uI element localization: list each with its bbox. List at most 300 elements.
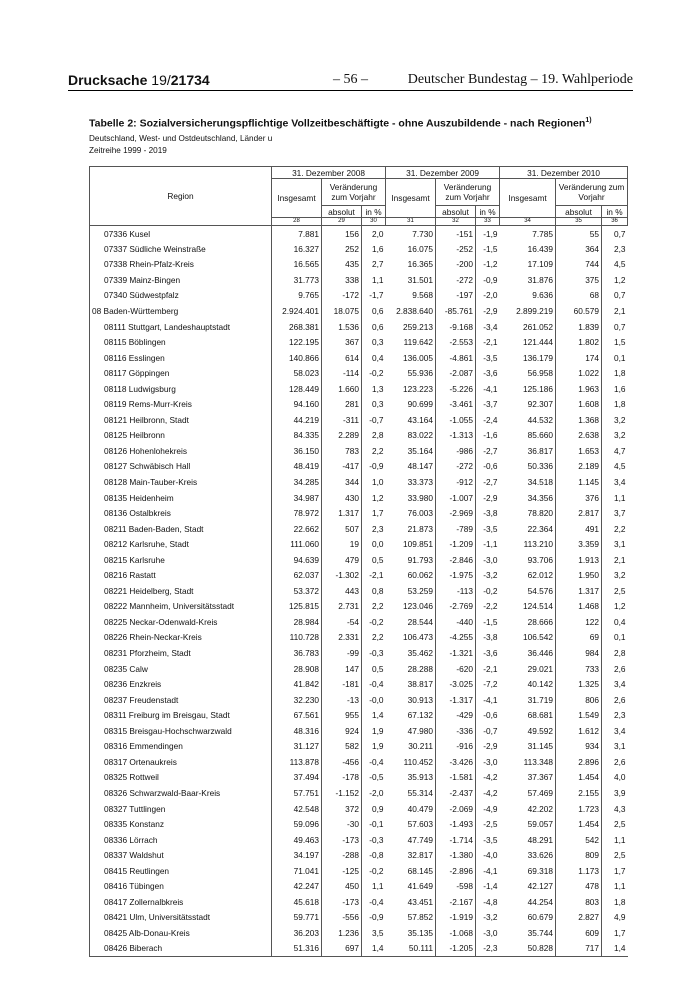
value-cell: 92.307 (500, 397, 556, 413)
value-cell: 252 (322, 241, 362, 257)
value-cell: 1.660 (322, 381, 362, 397)
value-cell: -1.581 (436, 770, 476, 786)
value-cell: 479 (322, 552, 362, 568)
value-cell: 0,3 (371, 337, 384, 348)
table-row (90, 614, 628, 630)
value-cell: 147 (322, 661, 362, 677)
value-cell: 259.213 (386, 319, 436, 335)
value-cell: -0,3 (369, 648, 384, 659)
value-cell: -1.714 (436, 832, 476, 848)
value-cell: 93.706 (500, 552, 556, 568)
value-cell: 16.565 (272, 257, 322, 273)
value-cell: -1.975 (436, 568, 476, 584)
value-cell: 1,1 (614, 881, 626, 892)
value-cell: -2,0 (369, 787, 384, 798)
table-row (90, 801, 628, 817)
column-number: 34 (500, 218, 556, 226)
region-cell: 08311 Freiburg im Breisgau, Stadt (90, 707, 272, 723)
value-cell: 1,7 (371, 508, 384, 519)
value-cell: -4,1 (483, 694, 498, 705)
value-cell: 47.980 (386, 723, 436, 739)
value-cell: 18.075 (322, 303, 362, 319)
value-cell: -30 (322, 816, 362, 832)
value-cell: 0,4 (614, 616, 626, 627)
value-cell: -3,0 (483, 554, 498, 565)
value-cell: 57.751 (272, 785, 322, 801)
value-cell: 32.230 (272, 692, 322, 708)
value-cell: -99 (322, 645, 362, 661)
value-cell: 78.820 (500, 505, 556, 521)
value-cell: 1.549 (556, 707, 602, 723)
value-cell: 1.723 (556, 801, 602, 817)
region-cell: 08116 Esslingen (90, 350, 272, 366)
value-cell: -0,4 (369, 756, 384, 767)
region-cell: 08425 Alb-Donau-Kreis (90, 925, 272, 941)
value-cell: 30.913 (386, 692, 436, 708)
table-row (90, 334, 628, 350)
value-cell: -200 (436, 257, 476, 273)
value-cell: 1,8 (614, 399, 626, 410)
value-cell: 1,5 (614, 337, 626, 348)
value-cell: 28.544 (386, 614, 436, 630)
value-cell: 60.579 (556, 303, 602, 319)
value-cell: -9.168 (436, 319, 476, 335)
region-cell: 08222 Mannheim, Universitätsstadt (90, 599, 272, 615)
value-cell: -0,8 (369, 850, 384, 861)
value-cell: 156 (322, 226, 362, 242)
region-cell: 08127 Schwäbisch Hall (90, 459, 272, 475)
value-cell: -2,5 (483, 819, 498, 830)
value-cell: 1.317 (556, 583, 602, 599)
column-number: 35 (556, 218, 602, 226)
value-cell: 34.197 (272, 847, 322, 863)
value-cell: 478 (556, 878, 602, 894)
value-cell: 31.719 (500, 692, 556, 708)
table-row (90, 412, 628, 428)
value-cell: -173 (322, 894, 362, 910)
value-cell: -0,7 (369, 414, 384, 425)
value-cell: 4,5 (614, 461, 626, 472)
change-header: Veränderung zum Vorjahr (322, 179, 386, 206)
value-cell: 582 (322, 739, 362, 755)
change-header: Veränderung zum Vorjahr (436, 179, 500, 206)
value-cell: 1.236 (322, 925, 362, 941)
value-cell: 1.173 (556, 863, 602, 879)
value-cell: 3,9 (614, 787, 626, 798)
table-row (90, 474, 628, 490)
value-cell: 36.203 (272, 925, 322, 941)
value-cell: 3,2 (614, 414, 626, 425)
value-cell: 806 (556, 692, 602, 708)
value-cell: -172 (322, 288, 362, 304)
value-cell: -3,8 (483, 508, 498, 519)
value-cell: 375 (556, 272, 602, 288)
value-cell: 7.785 (500, 226, 556, 242)
value-cell: 31.501 (386, 272, 436, 288)
value-cell: 28.908 (272, 661, 322, 677)
table-row (90, 552, 628, 568)
value-cell: 0,5 (371, 554, 384, 565)
value-cell: 119.642 (386, 334, 436, 350)
value-cell: 33.626 (500, 847, 556, 863)
value-cell: 17.109 (500, 257, 556, 273)
value-cell: -3,2 (483, 570, 498, 581)
region-cell: 08315 Breisgau-Hochschwarzwald (90, 723, 272, 739)
value-cell: 3,7 (614, 508, 626, 519)
value-cell: 1,9 (371, 725, 384, 736)
value-cell: 36.817 (500, 443, 556, 459)
table-row (90, 350, 628, 366)
value-cell: 31.876 (500, 272, 556, 288)
value-cell: 1.022 (556, 365, 602, 381)
value-cell: 35.744 (500, 925, 556, 941)
value-cell: 34.285 (272, 474, 322, 490)
region-cell: 08126 Hohenlohekreis (90, 443, 272, 459)
value-cell: 125.815 (272, 599, 322, 615)
table-row (90, 645, 628, 661)
value-cell: 55.936 (386, 365, 436, 381)
value-cell: 1,1 (614, 492, 626, 503)
percent-header: in % (362, 206, 386, 218)
table-row (90, 707, 628, 723)
title-footnote: 1) (585, 117, 592, 124)
value-cell: 41.649 (386, 878, 436, 894)
value-cell: 49.463 (272, 832, 322, 848)
value-cell: -1,5 (483, 616, 498, 627)
value-cell: -1.321 (436, 645, 476, 661)
value-cell: 42.247 (272, 878, 322, 894)
value-cell: 2,8 (371, 430, 384, 441)
table-row (90, 754, 628, 770)
page-header (68, 72, 633, 91)
value-cell: 111.060 (272, 536, 322, 552)
value-cell: -440 (436, 614, 476, 630)
value-cell: 57.603 (386, 816, 436, 832)
table-row (90, 521, 628, 537)
value-cell: 67.561 (272, 707, 322, 723)
value-cell: -2,9 (483, 741, 498, 752)
value-cell: -252 (436, 241, 476, 257)
value-cell: -556 (322, 910, 362, 926)
value-cell: -620 (436, 661, 476, 677)
value-cell: 1.963 (556, 381, 602, 397)
value-cell: 3,4 (614, 477, 626, 488)
value-cell: 35.135 (386, 925, 436, 941)
value-cell: 36.783 (272, 645, 322, 661)
value-cell: 984 (556, 645, 602, 661)
value-cell: 2,2 (371, 445, 384, 456)
value-cell: 1,1 (371, 881, 384, 892)
value-cell: -1,9 (483, 228, 498, 239)
value-cell: 16.365 (386, 257, 436, 273)
region-cell: 08125 Heilbronn (90, 428, 272, 444)
value-cell: 1.454 (556, 816, 602, 832)
value-cell: -4,8 (483, 896, 498, 907)
value-cell: 123.223 (386, 381, 436, 397)
region-cell: 08235 Calw (90, 661, 272, 677)
value-cell: 1,0 (371, 477, 384, 488)
total-header: Insgesamt (500, 179, 556, 218)
absolute-header: absolut (556, 206, 602, 218)
value-cell: -0,4 (369, 896, 384, 907)
value-cell: 32.817 (386, 847, 436, 863)
value-cell: 2.827 (556, 910, 602, 926)
value-cell: -2.087 (436, 365, 476, 381)
value-cell: 1,2 (371, 492, 384, 503)
value-cell: -0,2 (369, 616, 384, 627)
value-cell: -3,0 (483, 927, 498, 938)
value-cell: 55 (556, 226, 602, 242)
value-cell: 31.773 (272, 272, 322, 288)
value-cell: 0,3 (371, 399, 384, 410)
absolute-header: absolut (436, 206, 476, 218)
page-number: – 56 – (333, 72, 368, 87)
value-cell: 31.145 (500, 739, 556, 755)
value-cell: -3,5 (483, 523, 498, 534)
value-cell: -1.007 (436, 490, 476, 506)
value-cell: 0,1 (614, 632, 626, 643)
value-cell: -916 (436, 739, 476, 755)
region-cell: 08221 Heidelberg, Stadt (90, 583, 272, 599)
year-header-2008: 31. Dezember 2008 (272, 167, 386, 179)
value-cell: 28.984 (272, 614, 322, 630)
table-row (90, 272, 628, 288)
document-number (68, 72, 210, 88)
value-cell: 43.451 (386, 894, 436, 910)
value-cell: -4,1 (483, 865, 498, 876)
value-cell: 51.316 (272, 941, 322, 957)
value-cell: -2.167 (436, 894, 476, 910)
table-body (90, 226, 628, 957)
value-cell: -3.025 (436, 676, 476, 692)
value-cell: 372 (322, 801, 362, 817)
value-cell: 0,7 (614, 321, 626, 332)
value-cell: 1,2 (614, 274, 626, 285)
value-cell: -113 (436, 583, 476, 599)
value-cell: 124.514 (500, 599, 556, 615)
value-cell: 41.842 (272, 676, 322, 692)
value-cell: 2.289 (322, 428, 362, 444)
value-cell: -3,5 (483, 352, 498, 363)
value-cell: -789 (436, 521, 476, 537)
region-cell: 08216 Rastatt (90, 568, 272, 584)
value-cell: 803 (556, 894, 602, 910)
value-cell: 2,5 (614, 819, 626, 830)
value-cell: 113.210 (500, 536, 556, 552)
value-cell: 68.145 (386, 863, 436, 879)
value-cell: 1.536 (322, 319, 362, 335)
region-cell: 08 Baden-Württemberg (90, 303, 272, 319)
column-number: 32 (436, 218, 476, 226)
value-cell: -1.302 (322, 568, 362, 584)
value-cell: -336 (436, 723, 476, 739)
table-row (90, 770, 628, 786)
value-cell: 281 (322, 397, 362, 413)
region-cell: 08326 Schwarzwald-Baar-Kreis (90, 785, 272, 801)
value-cell: 955 (322, 707, 362, 723)
value-cell: 90.699 (386, 397, 436, 413)
value-cell: 1,9 (371, 741, 384, 752)
value-cell: 0,7 (614, 290, 626, 301)
value-cell: 3.359 (556, 536, 602, 552)
value-cell: -912 (436, 474, 476, 490)
value-cell: -0,4 (369, 679, 384, 690)
column-number: 31 (386, 218, 436, 226)
table-row (90, 723, 628, 739)
value-cell: 136.179 (500, 350, 556, 366)
value-cell: 1,7 (614, 927, 626, 938)
total-header: Insgesamt (386, 179, 436, 218)
value-cell: -114 (322, 365, 362, 381)
value-cell: 1,7 (614, 865, 626, 876)
value-cell: 1,3 (371, 383, 384, 394)
value-cell: -173 (322, 832, 362, 848)
value-cell: 67.132 (386, 707, 436, 723)
value-cell: 614 (322, 350, 362, 366)
value-cell: 28.288 (386, 661, 436, 677)
value-cell: -2.896 (436, 863, 476, 879)
value-cell: -3,4 (483, 321, 498, 332)
value-cell: 84.335 (272, 428, 322, 444)
value-cell: 450 (322, 878, 362, 894)
value-cell: 367 (322, 334, 362, 350)
region-cell: 08135 Heidenheim (90, 490, 272, 506)
region-cell: 08117 Göppingen (90, 365, 272, 381)
value-cell: 9.765 (272, 288, 322, 304)
region-cell: 08226 Rhein-Neckar-Kreis (90, 630, 272, 646)
value-cell: 91.793 (386, 552, 436, 568)
value-cell: 2,8 (614, 648, 626, 659)
region-cell: 08426 Biberach (90, 941, 272, 957)
value-cell: 69.318 (500, 863, 556, 879)
value-cell: 94.639 (272, 552, 322, 568)
value-cell: 34.518 (500, 474, 556, 490)
value-cell: 29.021 (500, 661, 556, 677)
table-row (90, 894, 628, 910)
value-cell: 62.037 (272, 568, 322, 584)
value-cell: 44.254 (500, 894, 556, 910)
value-cell: 123.046 (386, 599, 436, 615)
value-cell: 21.873 (386, 521, 436, 537)
table-row (90, 490, 628, 506)
value-cell: -2.553 (436, 334, 476, 350)
value-cell: -272 (436, 459, 476, 475)
value-cell: 76.003 (386, 505, 436, 521)
value-cell: 53.372 (272, 583, 322, 599)
value-cell: 83.022 (386, 428, 436, 444)
value-cell: 33.373 (386, 474, 436, 490)
value-cell: 44.219 (272, 412, 322, 428)
value-cell: 609 (556, 925, 602, 941)
table-row (90, 397, 628, 413)
value-cell: 59.057 (500, 816, 556, 832)
value-cell: 34.987 (272, 490, 322, 506)
value-cell: 0,8 (371, 585, 384, 596)
percent-header: in % (476, 206, 500, 218)
value-cell: 60.062 (386, 568, 436, 584)
region-cell: 08417 Zollernalbkreis (90, 894, 272, 910)
value-cell: -1,6 (483, 430, 498, 441)
value-cell: 0,0 (371, 539, 384, 550)
value-cell: -417 (322, 459, 362, 475)
value-cell: -311 (322, 412, 362, 428)
value-cell: -2,2 (483, 601, 498, 612)
value-cell: -598 (436, 878, 476, 894)
value-cell: 125.186 (500, 381, 556, 397)
table-row (90, 599, 628, 615)
value-cell: -1.493 (436, 816, 476, 832)
value-cell: 140.866 (272, 350, 322, 366)
value-cell: -0,9 (369, 912, 384, 923)
table-row (90, 365, 628, 381)
total-header: Insgesamt (272, 179, 322, 218)
value-cell: 1.913 (556, 552, 602, 568)
value-cell: 1.145 (556, 474, 602, 490)
table-row (90, 583, 628, 599)
value-cell: 1,8 (614, 896, 626, 907)
value-cell: 2.817 (556, 505, 602, 521)
table-row (90, 568, 628, 584)
value-cell: -0,5 (369, 772, 384, 783)
value-cell: -1.380 (436, 847, 476, 863)
value-cell: 42.127 (500, 878, 556, 894)
value-cell: 55.314 (386, 785, 436, 801)
value-cell: 0,6 (371, 306, 384, 316)
value-cell: 507 (322, 521, 362, 537)
value-cell: 34.356 (500, 490, 556, 506)
region-cell: 07336 Kusel (90, 226, 272, 242)
value-cell: 364 (556, 241, 602, 257)
value-cell: 57.469 (500, 785, 556, 801)
table-row (90, 459, 628, 475)
value-cell: 2.731 (322, 599, 362, 615)
value-cell: 54.576 (500, 583, 556, 599)
region-cell: 08111 Stuttgart, Landeshauptstadt (90, 319, 272, 335)
column-number: 36 (602, 218, 628, 226)
value-cell: -1.209 (436, 536, 476, 552)
value-cell: -54 (322, 614, 362, 630)
value-cell: 338 (322, 272, 362, 288)
value-cell: -4,2 (483, 787, 498, 798)
value-cell: 30.211 (386, 739, 436, 755)
value-cell: 49.592 (500, 723, 556, 739)
value-cell: 71.041 (272, 863, 322, 879)
region-cell: 08337 Waldshut (90, 847, 272, 863)
doc-number: 19/ (151, 72, 171, 88)
table-row (90, 739, 628, 755)
value-cell: -2,9 (483, 492, 498, 503)
value-cell: 435 (322, 257, 362, 273)
value-cell: 1,6 (614, 383, 626, 394)
value-cell: -2.846 (436, 552, 476, 568)
value-cell: 2,1 (614, 306, 626, 316)
value-cell: -178 (322, 770, 362, 786)
value-cell: 2,1 (614, 554, 626, 565)
table-row (90, 505, 628, 521)
value-cell: 1.317 (322, 505, 362, 521)
value-cell: -0,1 (369, 819, 384, 830)
region-cell: 08119 Rems-Murr-Kreis (90, 397, 272, 413)
value-cell: 1,8 (614, 368, 626, 379)
table-title (89, 117, 592, 130)
value-cell: 174 (556, 350, 602, 366)
value-cell: 1.368 (556, 412, 602, 428)
value-cell: 9.636 (500, 288, 556, 304)
value-cell: 491 (556, 521, 602, 537)
value-cell: 110.452 (386, 754, 436, 770)
value-cell: 16.439 (500, 241, 556, 257)
table-row (90, 630, 628, 646)
